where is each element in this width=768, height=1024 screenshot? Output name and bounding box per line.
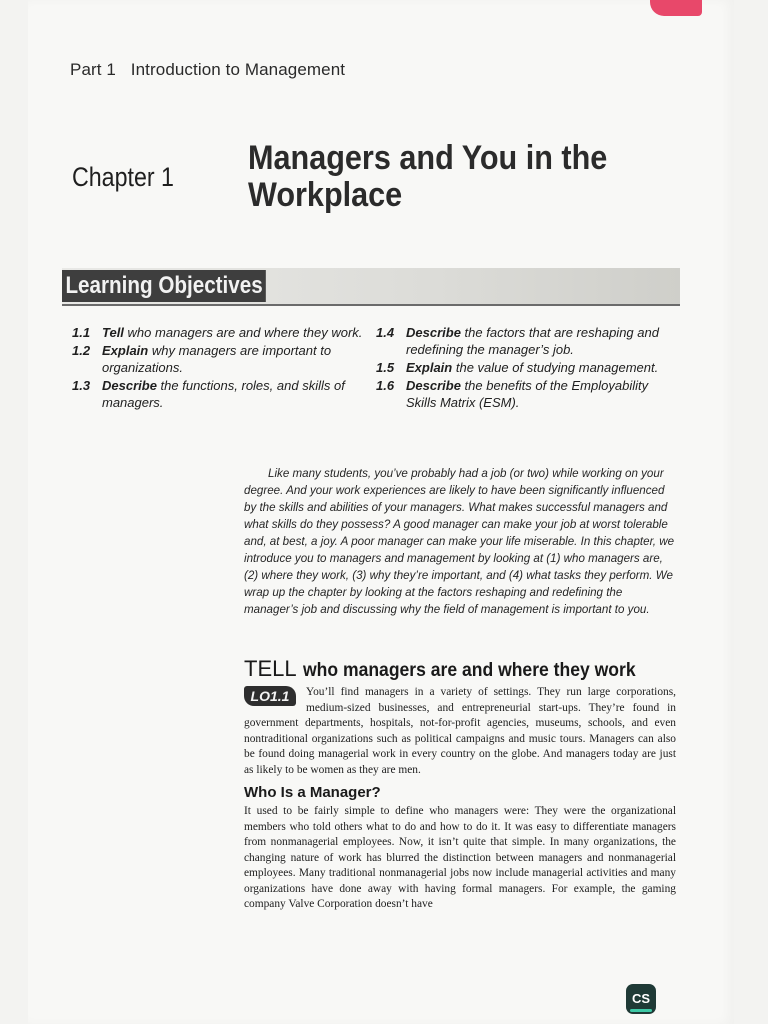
part-title: Introduction to Management: [130, 60, 346, 79]
camscanner-logo-icon: CS: [626, 984, 656, 1014]
objective-text: who managers are and where they work.: [127, 325, 363, 340]
intro-paragraph: Like many students, you’ve probably had a job (or two) while working on your degree. And your work experiences are likely to have been significantly influenced by the skills and abilities of your managers. What makes successful managers and what skills do they possess? A good manager can make your job at worst tolerable and, at best, a joy. A poor manager can make your life miserable. In this chapter, we introduce you to managers and management by looking at (1) who managers are, (2) where they work, (3) why they’re important, and (4) what tasks they perform. We wrap up the chapter by looking at the factors reshaping and redefining the manager’s job and discussing why the field of management is important to you.: [244, 467, 675, 616]
objective-text: why managers are important to organizations.: [102, 343, 332, 375]
objectives-left-column: [72, 324, 372, 412]
objective-item: [72, 324, 372, 341]
objective-item: [376, 359, 676, 376]
part-header: [70, 60, 345, 80]
section-heading: [244, 656, 684, 683]
sticky-tab: [650, 0, 702, 16]
learning-objective-badge: LO1.1: [244, 686, 296, 706]
objective-text: the functions, roles, and skills of managers.: [102, 378, 345, 410]
section-body: [244, 685, 676, 778]
objective-item: [72, 342, 372, 376]
objective-text: the factors that are reshaping and redefining the manager’s job.: [406, 325, 659, 357]
objective-verb: Describe: [406, 325, 461, 340]
chapter-title: Managers and You in the Workplace: [248, 139, 608, 214]
objective-number: 1.6: [376, 378, 395, 393]
objective-verb: Describe: [102, 378, 157, 393]
learning-objectives-heading: Learning Objectives: [62, 270, 266, 302]
objective-verb: Explain: [406, 360, 453, 375]
objective-number: 1.2: [72, 343, 91, 358]
subsection-heading: Who Is a Manager?: [244, 784, 381, 801]
objective-text: the value of studying management.: [455, 360, 659, 375]
section-heading-lead: TELL: [244, 656, 297, 681]
objectives-right-column: [376, 324, 676, 412]
section-heading-rest: who managers are and where they work: [302, 659, 636, 681]
chapter-label: Chapter 1: [72, 162, 174, 192]
objective-number: 1.1: [72, 325, 91, 340]
objective-item: [376, 377, 676, 411]
objective-verb: Explain: [102, 343, 149, 358]
objective-verb: Tell: [102, 325, 124, 340]
objective-verb: Describe: [406, 378, 461, 393]
chapter-intro: [244, 465, 676, 618]
objective-number: 1.3: [72, 378, 91, 393]
objective-number: 1.4: [376, 325, 395, 340]
subsection-body: [244, 804, 676, 913]
objective-item: [376, 324, 676, 358]
learning-objectives-banner: [62, 268, 680, 306]
subsection-paragraph: It used to be fairly simple to define who managers were: They were the organizational members who told others what to do and how to do it. It was easy to differentiate managers from nonmanagerial employees. Now, it isn’t quite that simple. In many organizations, the changing nature of work has blurred the distinction between managers and nonmanagerial employees. Many traditional nonmanagerial jobs now include managerial activities and many organizations have done away with having formal managers. For example, the gaming company Valve Corporation doesn’t have: [244, 805, 676, 910]
objective-number: 1.5: [376, 360, 395, 375]
objective-item: [72, 377, 372, 411]
objective-text: the benefits of the Employability Skills Matrix (ESM).: [406, 378, 649, 410]
section-paragraph: You’ll find managers in a variety of settings. They run large corporations, medium-sized businesses, and entrepreneurial start-ups. They’re found in government departments, hospitals, not-for-profit agencies, museums, schools, and even nontraditional organizations such as political campaigns and music tours. Managers can also be found doing managerial work in every country on the globe. And managers today are just as likely to be women as they are men.: [244, 686, 676, 776]
part-number: Part 1: [70, 60, 116, 79]
